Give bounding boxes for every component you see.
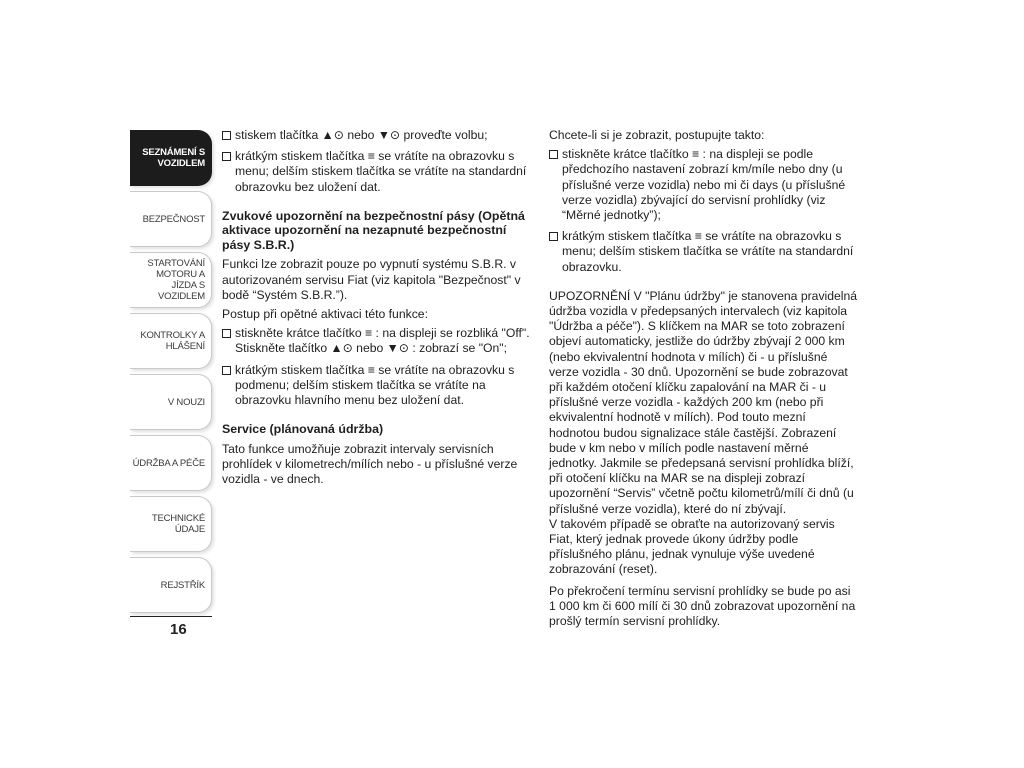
paragraph: Po překročení termínu servisní prohlídky se bude po asi 1 000 km či 600 mílí či 30 dnů zobrazovat upozornění na prošlý termín servisní prohlídky. (549, 583, 856, 629)
page-number: 16 (170, 621, 187, 638)
right-column (549, 128, 859, 633)
list-item (549, 147, 859, 223)
checkbox-bullet-icon (222, 366, 231, 375)
list-item-text: stiskem tlačítka ▲⊙ nebo ▼⊙ proveďte volbu; (235, 128, 488, 142)
checkbox-bullet-icon (222, 152, 231, 161)
tab-label: BEZPEČNOST (142, 213, 205, 225)
tab-label: REJSTŘÍK (160, 579, 205, 591)
page-number-rule (130, 616, 212, 617)
section-heading: Service (plánovaná údržba) (222, 422, 384, 437)
checkbox-bullet-icon (549, 150, 558, 159)
tab-seznameni-s-vozidlem[interactable] (130, 130, 212, 186)
list-item-text: krátkým stiskem tlačítka ≡ se vrátíte na obrazovku s menu; delším stiskem tlačítka se vrátíte na standardní obrazovku bez uložení dat. (235, 149, 527, 194)
list-item (222, 326, 532, 356)
tab-v-nouzi[interactable] (130, 374, 212, 430)
checkbox-bullet-icon (222, 131, 231, 140)
tab-udrzba-a-pece[interactable] (130, 435, 212, 491)
list-item (222, 363, 532, 409)
paragraph: UPOZORNĚNÍ V "Plánu údržby" je stanovena pravidelná údržba vozidla v předepsaných intervalech (viz kapitola "Údržba a péče"). S klíčkem na MAR se toto zobrazení objeví automaticky, jestliže do údržby zbývají 2 000 km (nebo ekvivalentní hodnota v mílích) či - u příslušné verze vozidla - 30 dnů. Upozornění se bude zobrazovat při každém otočení klíčku zapalování na MAR či - u příslušné verze vozidla - každých 200 km (nebo při ekvivalentní hodnotě v mílích). Pod touto mezní hodnotou budou signalizace stále častější. Zobrazení bude v km nebo v mílích podle nastavení měrné jednotky. Jakmile se předepsaná servisní prohlídka blíží, při otočení klíčku na MAR se na displeji zobrazí upozornění “Servis” včetně počtu kilometrů/mílí či dnů (u příslušné verze vozidla), které do ní zbývají. V takovém případě se obraťte na autorizovaný servis Fiat, který jednak provede úkony údržby podle příslušného plánu, jednak vynuluje výše uvedené zobrazování (reset). (549, 288, 858, 577)
list-item (222, 128, 532, 143)
left-column (222, 128, 532, 491)
tab-kontrolky-a-hlaseni[interactable] (130, 313, 212, 369)
tab-bezpecnost[interactable] (130, 191, 212, 247)
tab-label: V NOUZI (167, 396, 205, 408)
list-item-text: stiskněte krátce tlačítko ≡ : na displeji se rozbliká "Off". Stiskněte tlačítko ▲⊙ nebo ▼⊙ : zobrazí se "On"; (235, 326, 530, 356)
list-item-text: krátkým stiskem tlačítka ≡ se vrátíte na obrazovku s menu; delším stiskem tlačítka se vrátíte na standardní obrazovku. (562, 229, 854, 274)
spacer (549, 281, 859, 289)
paragraph: Tato funkce umožňuje zobrazit intervaly servisních prohlídek v kilometrech/mílích nebo - u příslušné verze vozidla - ve dnech. (222, 441, 518, 487)
section-heading: Zvukové upozornění na bezpečnostní pásy (Opětná aktivace upozornění na nezapnuté bezpečnostní pásy S.B.R.) (222, 208, 525, 252)
tab-label: KONTROLKY A HLÁŠENÍ (140, 330, 205, 352)
tab-label: SEZNÁMENÍ S VOZIDLEM (142, 147, 205, 169)
list-item-text: stiskněte krátce tlačítko ≡ : na displeji se podle předchozího nastavení zobrazí km/míle nebo dny (u příslušné verze vozidla) nebo mi či days (u příslušné verze vozidla) zbývající do servisní prohlídky (viz “Měrné jednotky”); (562, 147, 846, 223)
paragraph: Postup při opětné aktivaci této funkce: (222, 306, 428, 321)
tab-technicke-udaje[interactable] (130, 496, 212, 552)
paragraph: Funkci lze zobrazit pouze po vypnutí systému S.B.R. v autorizovaném servisu Fiat (viz kapitola "Bezpečnost" v bodě “Systém S.B.R.”). (222, 257, 521, 302)
list-item-text: krátkým stiskem tlačítka ≡ se vrátíte na obrazovku s podmenu; delším stiskem tlačítka se vrátíte na obrazovku hlavního menu bez uložení dat. (235, 362, 515, 407)
checkbox-bullet-icon (222, 329, 231, 338)
checkbox-bullet-icon (549, 232, 558, 241)
tab-startovani-motoru[interactable] (130, 252, 212, 308)
chapter-tabs (130, 130, 212, 618)
tab-label: STARTOVÁNÍ MOTORU A JÍZDA S VOZIDLEM (147, 258, 205, 302)
tab-label: TECHNICKÉ ÚDAJE (151, 513, 205, 535)
list-item (222, 149, 532, 195)
paragraph: Chcete-li si je zobrazit, postupujte takto: (549, 128, 765, 142)
list-item (549, 229, 859, 275)
tab-label: ÚDRŽBA A PÉČE (132, 457, 205, 469)
tab-rejstrik[interactable] (130, 557, 212, 613)
